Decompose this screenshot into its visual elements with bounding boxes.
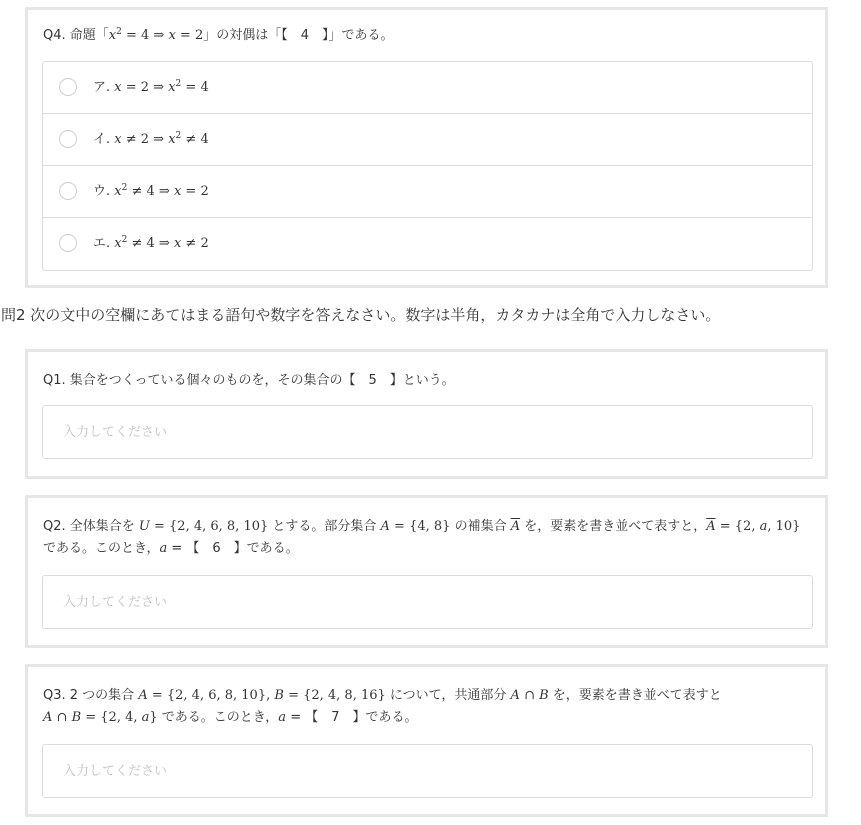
q4-tail: 】」である。 — [309, 28, 394, 43]
q4-math-rhs: x — [168, 28, 176, 43]
question-card-s2q1 — [25, 349, 828, 479]
blank-7: = 【 7 】である。 — [286, 710, 418, 725]
q2-set-a: = {4, 8} — [389, 519, 451, 534]
q3-text-a: Q3. 2 つの集合 — [43, 688, 139, 703]
choice-e-op: ≠ 4 ⇒ — [127, 236, 174, 251]
answer-input-5[interactable] — [42, 405, 813, 459]
q3-l2-set-a: = {2, 4, — [81, 710, 142, 725]
answer-input-7[interactable] — [42, 744, 813, 798]
radio-button-u[interactable] — [59, 182, 77, 200]
q2-var-a: A — [380, 519, 390, 534]
choice-math-e — [114, 236, 208, 251]
choice-i-var2: x — [168, 132, 176, 147]
choice-a-op: = 2 ⇒ — [121, 80, 169, 95]
choice-u-op: ≠ 4 ⇒ — [127, 184, 174, 199]
q2-text-c: の補集合 — [450, 519, 511, 534]
q3-l2-a: A — [43, 710, 53, 725]
radio-button-a[interactable] — [59, 78, 77, 96]
question-text-s2q3-line2 — [43, 707, 810, 729]
question-text-s2q1: Q1. 集合をつくっている個々のものを，その集合の【 5 】という。 — [43, 373, 455, 388]
choice-i-end: ≠ 4 — [181, 132, 209, 147]
q2-set-complement-a: = {2, — [715, 519, 760, 534]
choice-a-exp: 2 — [175, 79, 182, 89]
choice-u-var2: x — [173, 184, 182, 199]
choice-math-a — [114, 80, 208, 95]
choice-u[interactable] — [43, 166, 812, 218]
question-text-s2q2-line2 — [43, 538, 810, 560]
choice-u-end: = 2 — [181, 184, 209, 199]
q2-complement-a: $\overline{A}$ — [510, 519, 521, 534]
q2-var-a-small: a — [759, 519, 768, 534]
choice-e[interactable] — [43, 218, 812, 270]
choice-a-var2: x — [168, 80, 176, 95]
q2-math-complement — [706, 519, 800, 534]
q3-l2-var-a: a — [141, 710, 150, 725]
choice-i-op: ≠ 2 ⇒ — [121, 132, 169, 147]
choice-label-e — [93, 233, 209, 255]
q3-math-b — [274, 688, 385, 703]
q2-complement-a2: $\overline{A}$ — [706, 519, 716, 534]
radio-button-e[interactable] — [59, 234, 77, 252]
section-heading-2: 問2 次の文中の空欄にあてはまる語句や数字を答えなさい。数字は半角，カタカナは全角で入力しなさい。 — [1, 306, 721, 324]
q2-var-a-small2: a — [159, 541, 168, 556]
q3-int-a: A — [510, 688, 520, 703]
q2-text-d: を，要素を書き並べて表すと， — [520, 519, 707, 534]
q3-l2-set-b: } — [149, 710, 158, 725]
q4-math-exp: 2 — [116, 27, 122, 37]
q3-text-b: について，共通部分 — [385, 688, 511, 703]
q3-var-a-small: a — [278, 710, 287, 725]
choice-a-end: = 4 — [181, 80, 209, 95]
answer-input-6[interactable] — [42, 575, 813, 629]
choice-list-q4 — [42, 61, 813, 271]
choice-i[interactable] — [43, 114, 812, 166]
q2-text-a: Q2. 全体集合を — [43, 519, 139, 534]
choice-u-exp: 2 — [121, 183, 128, 193]
question-card-q4 — [25, 7, 828, 288]
q3-text-c: を，要素を書き並べて表すと — [548, 688, 722, 703]
choice-e-exp: 2 — [121, 235, 128, 245]
q2-math-a — [381, 519, 451, 534]
q3-int-b: B — [539, 688, 549, 703]
choice-prefix-a: ア. — [93, 80, 115, 95]
q3-math-a — [138, 688, 270, 703]
choice-e-end: ≠ 2 — [181, 236, 209, 251]
choice-a[interactable] — [43, 62, 812, 114]
q4-math-end: = 2 — [175, 28, 204, 43]
q2-text-b: とする。部分集合 — [268, 519, 381, 534]
question-card-s2q2 — [25, 495, 828, 648]
q2-set-u: = {2, 4, 6, 8, 10} — [149, 519, 269, 534]
choice-a-var1: x — [114, 80, 122, 95]
question-text-s2q2 — [43, 516, 810, 538]
choice-label-a — [93, 77, 209, 99]
question-text-q4 — [43, 25, 810, 47]
choice-e-var2: x — [173, 236, 182, 251]
choice-prefix-e: エ. — [93, 236, 115, 251]
choice-math-i — [114, 132, 208, 147]
q4-math-eq: = 4 ⇒ — [121, 28, 169, 43]
q4-math — [109, 28, 203, 43]
q3-l2-cap: ∩ — [52, 710, 72, 725]
q3-math-intersection — [511, 688, 549, 703]
choice-prefix-i: イ. — [93, 132, 115, 147]
blank-4: 4 — [300, 28, 310, 43]
choice-label-i — [93, 129, 209, 151]
radio-button-i[interactable] — [59, 130, 77, 148]
q3-l2-text-b: である。このとき， — [157, 710, 279, 725]
q3-cap: ∩ — [519, 688, 540, 703]
q3-l2-b: B — [71, 710, 82, 725]
choice-e-var1: x — [114, 236, 122, 251]
q2-line2-a: である。このとき， — [43, 541, 160, 556]
q3-set-a: = {2, 4, 6, 8, 10}, — [147, 688, 271, 703]
q3-var-b: B — [274, 688, 284, 703]
q2-math-u — [139, 519, 268, 534]
q3-line2-math — [43, 710, 158, 725]
q2-set-complement-b: , 10} — [767, 519, 801, 534]
choice-i-var1: x — [114, 132, 122, 147]
blank-6: = 【 6 】である。 — [167, 541, 299, 556]
q4-mid: 」の対偶は「【 — [203, 28, 301, 43]
q3-set-b: = {2, 4, 8, 16} — [283, 688, 386, 703]
choice-label-u — [93, 181, 209, 203]
choice-math-u — [114, 184, 208, 199]
choice-u-var1: x — [114, 184, 122, 199]
question-text-s2q3 — [43, 685, 810, 707]
choice-prefix-u: ウ. — [93, 184, 115, 199]
q4-label: Q4. 命題「 — [43, 28, 109, 43]
q4-math-lhs: x — [108, 28, 117, 43]
q2-var-u: U — [138, 519, 150, 534]
choice-i-exp: 2 — [175, 131, 182, 141]
q3-var-a: A — [138, 688, 148, 703]
question-card-s2q3 — [25, 664, 828, 817]
